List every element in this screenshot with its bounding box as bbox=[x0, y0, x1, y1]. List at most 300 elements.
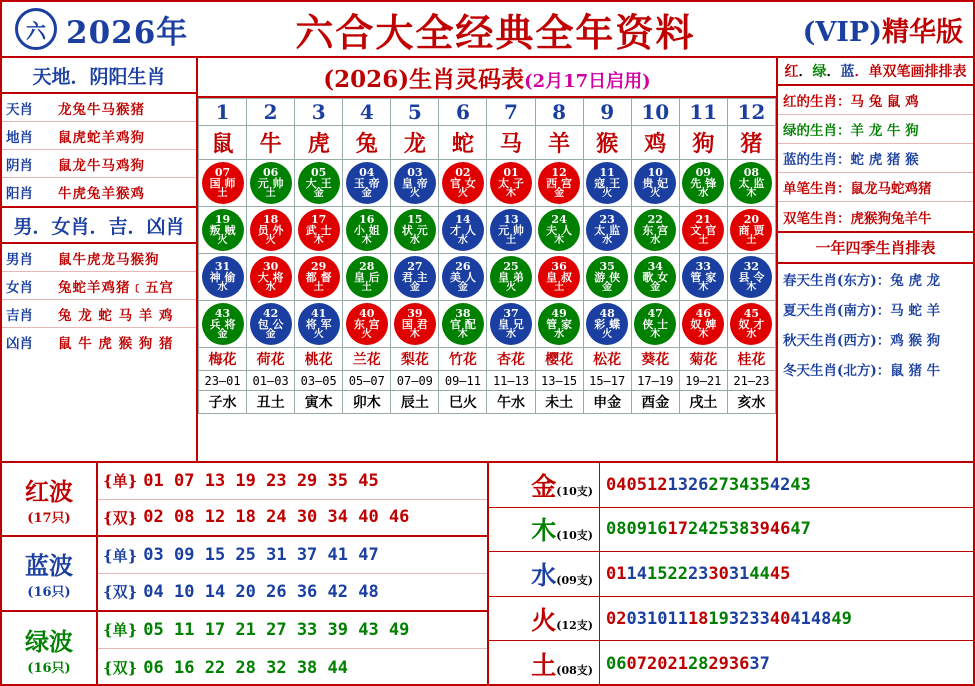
row-value: 蛇 虎 猪 猴 bbox=[850, 152, 919, 168]
ball-cell bbox=[295, 301, 343, 348]
table-cell: 梅花 bbox=[199, 348, 247, 371]
ball-number: 24 bbox=[551, 213, 567, 226]
ball-word: 叛 贼 bbox=[209, 224, 236, 237]
row-label: 天肖 bbox=[6, 101, 33, 118]
color-stroke-row bbox=[778, 115, 973, 144]
lucky-ball[interactable] bbox=[250, 256, 292, 298]
ball-word: 皇 叔 bbox=[546, 271, 572, 284]
element-label: 金 bbox=[531, 471, 557, 501]
lucky-ball[interactable] bbox=[490, 209, 532, 251]
ball-number: 31 bbox=[214, 260, 231, 273]
table-cell: 葵花 bbox=[631, 348, 679, 371]
element-number: 41 bbox=[790, 608, 811, 629]
ball-number: 47 bbox=[647, 307, 663, 320]
wave-parity-tag: {单} bbox=[103, 621, 138, 640]
color-stroke-row bbox=[778, 173, 973, 202]
element-number: 45 bbox=[769, 563, 791, 584]
table-cell: 鼠 bbox=[199, 126, 247, 160]
season-value: 马 蛇 羊 bbox=[890, 303, 941, 319]
gender-luck-row bbox=[2, 300, 196, 328]
lucky-ball[interactable] bbox=[394, 303, 436, 345]
element-number: 38 bbox=[728, 519, 750, 540]
row-label: 阳肖 bbox=[6, 186, 33, 202]
element-number: 10 bbox=[646, 608, 668, 629]
ball-word: 管 家 bbox=[690, 271, 717, 284]
lucky-ball[interactable] bbox=[250, 162, 292, 204]
ball-word: 包 公 bbox=[257, 318, 284, 331]
element-number: 14 bbox=[626, 563, 647, 584]
ball-cell bbox=[535, 160, 583, 207]
table-cell: 桂花 bbox=[727, 348, 775, 371]
table-cell: 6 bbox=[439, 99, 487, 126]
wave-line bbox=[98, 500, 487, 536]
ball-element: 木 bbox=[698, 329, 709, 340]
table-cell: 虎 bbox=[295, 126, 343, 160]
ball-word: 元 帅 bbox=[257, 177, 284, 190]
element-number: 25 bbox=[708, 519, 729, 540]
lucky-ball[interactable] bbox=[298, 303, 340, 345]
ball-row bbox=[199, 301, 776, 348]
ball-element: 木 bbox=[554, 235, 565, 246]
ball-number: 27 bbox=[407, 260, 423, 273]
lucky-ball[interactable] bbox=[730, 209, 772, 251]
lucky-ball[interactable] bbox=[634, 209, 676, 251]
lucky-ball[interactable] bbox=[490, 303, 532, 345]
ball-word: 小 姐 bbox=[353, 224, 380, 237]
ball-element: 金 bbox=[409, 282, 420, 293]
ball-element: 金 bbox=[650, 282, 661, 293]
ball-element: 土 bbox=[217, 188, 228, 199]
element-number: 49 bbox=[831, 608, 852, 629]
row-value: 马 兔 鼠 鸡 bbox=[850, 94, 919, 110]
season-label: 冬天生肖(北方)： bbox=[783, 363, 891, 379]
ball-number: 17 bbox=[311, 213, 327, 226]
ball-word: 奴 婢 bbox=[690, 318, 717, 331]
lucky-ball[interactable] bbox=[586, 209, 628, 251]
element-numbers bbox=[599, 508, 973, 552]
wave-parity-tag: {双} bbox=[103, 583, 138, 602]
lucky-ball[interactable] bbox=[442, 256, 484, 298]
zodiac-code-title-date: (2月17日启用) bbox=[524, 71, 651, 92]
lucky-ball[interactable] bbox=[730, 162, 772, 204]
row-value: 鼠龙牛马鸡狗 bbox=[58, 157, 145, 174]
element-number: 23 bbox=[687, 563, 709, 584]
season-value: 鸡 猴 狗 bbox=[890, 333, 941, 349]
table-cell: 荷花 bbox=[247, 348, 295, 371]
table-cell: 猴 bbox=[583, 126, 631, 160]
element-table bbox=[489, 463, 973, 684]
lucky-ball[interactable] bbox=[586, 303, 628, 345]
brand-logo bbox=[8, 6, 64, 52]
wave-line bbox=[98, 574, 487, 610]
element-label: 火 bbox=[531, 605, 557, 635]
row-label: 绿的生肖： bbox=[783, 123, 851, 139]
table-cell: 03–05 bbox=[295, 371, 343, 391]
lucky-ball[interactable] bbox=[682, 162, 724, 204]
ball-cell bbox=[583, 301, 631, 348]
row-value: 虎猴狗兔羊牛 bbox=[850, 210, 932, 227]
row-label: 吉肖 bbox=[6, 307, 33, 324]
ball-word: 皇 后 bbox=[353, 271, 380, 284]
ball-word: 君 主 bbox=[401, 271, 428, 284]
ball-number: 29 bbox=[311, 260, 327, 273]
ball-element: 土 bbox=[554, 282, 565, 293]
table-cell: 龙 bbox=[391, 126, 439, 160]
element-number: 21 bbox=[667, 653, 688, 674]
element-numbers bbox=[599, 463, 973, 507]
ball-word: 寇 王 bbox=[594, 177, 621, 190]
ball-cell bbox=[199, 301, 247, 348]
table-cell: 鸡 bbox=[631, 126, 679, 160]
element-number: 46 bbox=[769, 519, 791, 540]
lucky-ball[interactable] bbox=[346, 303, 388, 345]
heaven-earth-row bbox=[2, 94, 196, 122]
ball-element: 金 bbox=[217, 329, 228, 340]
lucky-ball[interactable] bbox=[682, 303, 724, 345]
ball-word: 国 师 bbox=[209, 177, 236, 190]
ball-cell bbox=[487, 254, 535, 301]
wave-numbers: 03 09 15 25 31 37 41 47 bbox=[143, 545, 379, 566]
season-row bbox=[778, 324, 973, 354]
table-cell: 酉金 bbox=[631, 391, 679, 414]
element-number: 34 bbox=[728, 474, 750, 495]
row-value: 兔 龙 蛇 马 羊 鸡 bbox=[58, 307, 174, 324]
lucky-ball[interactable] bbox=[250, 303, 292, 345]
ball-element: 土 bbox=[265, 188, 276, 199]
ball-cell bbox=[631, 160, 679, 207]
year-label: 2026年 bbox=[66, 14, 189, 51]
ball-word: 先 锋 bbox=[690, 177, 717, 190]
element-count: (12支) bbox=[556, 618, 593, 632]
ball-word: 皇 帝 bbox=[401, 177, 428, 190]
ball-word: 西 宫 bbox=[546, 177, 572, 190]
zodiac-code-title bbox=[198, 58, 776, 98]
element-number: 15 bbox=[646, 563, 668, 584]
table-cell: 4 bbox=[343, 99, 391, 126]
ball-element: 火 bbox=[265, 235, 276, 246]
ball-element: 木 bbox=[746, 282, 757, 293]
ball-number: 03 bbox=[407, 166, 423, 179]
gender-luck-row bbox=[2, 272, 196, 300]
ball-element: 木 bbox=[746, 188, 757, 199]
table-cell: 7 bbox=[487, 99, 535, 126]
element-number: 17 bbox=[667, 519, 688, 540]
season-label: 夏天生肖(南方)： bbox=[783, 303, 891, 319]
wave-lines bbox=[98, 537, 487, 609]
ball-number: 21 bbox=[695, 213, 711, 226]
row-value: 龙兔牛马猴猪 bbox=[58, 101, 145, 118]
lucky-ball[interactable] bbox=[634, 303, 676, 345]
element-numbers bbox=[599, 597, 973, 641]
ball-element: 土 bbox=[313, 282, 324, 293]
element-number: 48 bbox=[810, 608, 832, 629]
wave-line bbox=[98, 649, 487, 686]
ball-word: 才 人 bbox=[450, 224, 476, 237]
wave-label: 红波 bbox=[25, 477, 73, 507]
ball-cell bbox=[487, 301, 535, 348]
ball-element: 土 bbox=[698, 235, 709, 246]
ball-element: 金 bbox=[602, 282, 613, 293]
lucky-ball[interactable] bbox=[586, 162, 628, 204]
wave-numbers: 01 07 13 19 23 29 35 45 bbox=[143, 470, 379, 491]
wave-lines bbox=[98, 463, 487, 535]
ball-element: 火 bbox=[361, 329, 372, 340]
ball-element: 火 bbox=[313, 329, 324, 340]
table-cell: 15–17 bbox=[583, 371, 631, 391]
ball-word: 太 监 bbox=[594, 224, 621, 237]
lucky-ball[interactable] bbox=[346, 162, 388, 204]
table-cell: 2 bbox=[247, 99, 295, 126]
wave-name bbox=[2, 537, 98, 609]
element-row bbox=[489, 508, 973, 553]
element-number: 16 bbox=[646, 519, 668, 540]
lucky-ball[interactable] bbox=[202, 303, 244, 345]
table-cell: 梨花 bbox=[391, 348, 439, 371]
ball-cell bbox=[247, 254, 295, 301]
ball-number: 33 bbox=[695, 260, 711, 273]
ball-cell bbox=[631, 254, 679, 301]
lucky-ball[interactable] bbox=[442, 209, 484, 251]
color-stroke-row bbox=[778, 144, 973, 173]
ball-element: 金 bbox=[457, 282, 468, 293]
ball-word: 太 监 bbox=[738, 177, 765, 190]
lucky-ball[interactable] bbox=[298, 256, 340, 298]
ball-cell bbox=[439, 207, 487, 254]
row-label: 阴肖 bbox=[6, 157, 33, 174]
ball-word: 夫 人 bbox=[546, 224, 572, 237]
table-cell: 09–11 bbox=[439, 371, 487, 391]
element-row bbox=[489, 552, 973, 597]
table-cell: 辰土 bbox=[391, 391, 439, 414]
ball-number: 26 bbox=[455, 260, 471, 273]
table-cell: 21–23 bbox=[727, 371, 775, 391]
lucky-ball[interactable] bbox=[538, 209, 580, 251]
element-number: 19 bbox=[708, 608, 729, 629]
element-number: 27 bbox=[708, 474, 729, 495]
element-name bbox=[489, 467, 599, 503]
ball-word: 大 将 bbox=[257, 271, 284, 284]
lucky-ball[interactable] bbox=[346, 256, 388, 298]
ball-cell bbox=[295, 207, 343, 254]
element-row bbox=[489, 463, 973, 508]
season-row bbox=[778, 294, 973, 324]
ball-word: 员 外 bbox=[257, 224, 284, 237]
ball-row bbox=[199, 254, 776, 301]
lucky-ball[interactable] bbox=[298, 209, 340, 251]
color-stroke-row bbox=[778, 86, 973, 115]
lucky-ball[interactable] bbox=[538, 162, 580, 204]
lucky-ball[interactable] bbox=[442, 303, 484, 345]
element-name bbox=[489, 601, 599, 637]
ball-cell bbox=[679, 301, 727, 348]
ball-number: 22 bbox=[647, 213, 663, 226]
ball-word: 状 元 bbox=[401, 224, 428, 237]
season-title: 一年四季生肖排表 bbox=[778, 231, 973, 264]
element-number: 22 bbox=[667, 563, 688, 584]
element-number: 32 bbox=[728, 608, 750, 629]
ball-cell bbox=[439, 301, 487, 348]
ball-number: 10 bbox=[647, 166, 663, 179]
ball-cell bbox=[631, 301, 679, 348]
lucky-ball[interactable] bbox=[346, 209, 388, 251]
lucky-ball[interactable] bbox=[538, 256, 580, 298]
vip-badge bbox=[803, 10, 963, 49]
table-cell: 马 bbox=[487, 126, 535, 160]
lucky-ball[interactable] bbox=[538, 303, 580, 345]
lucky-ball[interactable] bbox=[634, 256, 676, 298]
element-count: (09支) bbox=[556, 573, 593, 587]
ball-element: 水 bbox=[409, 235, 420, 246]
lucky-ball[interactable] bbox=[394, 162, 436, 204]
row-label: 男肖 bbox=[6, 251, 33, 268]
left-panel bbox=[2, 58, 198, 461]
lucky-ball[interactable] bbox=[394, 209, 436, 251]
ball-cell bbox=[247, 301, 295, 348]
heaven-earth-row bbox=[2, 122, 196, 150]
row-label: 红的生肖： bbox=[783, 94, 851, 110]
table-cell: 5 bbox=[391, 99, 439, 126]
ball-word: 将 军 bbox=[305, 318, 332, 331]
ball-element: 木 bbox=[650, 329, 661, 340]
element-number: 03 bbox=[626, 608, 647, 629]
table-cell: 午水 bbox=[487, 391, 535, 414]
color-stroke-row bbox=[778, 202, 973, 231]
ball-word: 游 侠 bbox=[594, 271, 621, 284]
table-cell: 卯木 bbox=[343, 391, 391, 414]
lucky-ball[interactable] bbox=[730, 256, 772, 298]
table-cell: 樱花 bbox=[535, 348, 583, 371]
table-cell: 巳火 bbox=[439, 391, 487, 414]
ball-number: 09 bbox=[695, 166, 711, 179]
ball-element: 木 bbox=[313, 235, 324, 246]
lucky-ball[interactable] bbox=[490, 256, 532, 298]
row-label: 蓝的生肖： bbox=[783, 152, 851, 168]
ball-number: 46 bbox=[695, 307, 711, 320]
element-number: 20 bbox=[646, 653, 668, 674]
ball-number: 32 bbox=[743, 260, 760, 273]
element-name bbox=[489, 511, 599, 547]
ball-word: 文 官 bbox=[690, 224, 717, 237]
wave-count: (16只) bbox=[27, 660, 71, 676]
element-number: 37 bbox=[749, 653, 770, 674]
element-number: 29 bbox=[708, 653, 729, 674]
lucky-ball[interactable] bbox=[586, 256, 628, 298]
lucky-ball[interactable] bbox=[634, 162, 676, 204]
lucky-ball[interactable] bbox=[298, 162, 340, 204]
wave-numbers: 06 16 22 28 32 38 44 bbox=[143, 657, 348, 678]
element-label: 土 bbox=[531, 650, 557, 680]
ball-number: 15 bbox=[407, 213, 423, 226]
ball-cell bbox=[535, 301, 583, 348]
ball-number: 37 bbox=[503, 307, 519, 320]
ball-word: 都 督 bbox=[305, 271, 332, 284]
ball-word: 贵 妃 bbox=[642, 177, 669, 190]
element-numbers bbox=[599, 552, 973, 596]
ball-word: 兵 将 bbox=[209, 318, 236, 331]
zodiac-header-row bbox=[199, 126, 776, 160]
table-cell: 牛 bbox=[247, 126, 295, 160]
vip-tag: (VIP) bbox=[802, 16, 882, 48]
left-section-title-1: 天地．阴阳生肖 bbox=[2, 58, 196, 94]
color-stroke-title: 红．绿．蓝．单双笔画排排表 bbox=[778, 58, 973, 86]
logo-circle-icon: 六 bbox=[15, 8, 57, 50]
ball-cell bbox=[583, 254, 631, 301]
table-cell: 11 bbox=[679, 99, 727, 126]
wave-label: 蓝波 bbox=[25, 551, 73, 581]
heaven-earth-row bbox=[2, 178, 196, 206]
table-cell: 23–01 bbox=[199, 371, 247, 391]
ball-cell bbox=[343, 254, 391, 301]
ball-number: 13 bbox=[503, 213, 519, 226]
page-header bbox=[2, 2, 973, 58]
heaven-earth-row bbox=[2, 150, 196, 178]
stems-row bbox=[199, 391, 776, 414]
ball-element: 水 bbox=[698, 188, 709, 199]
element-number: 40 bbox=[769, 608, 791, 629]
table-cell: 兔 bbox=[343, 126, 391, 160]
ball-word: 元 帅 bbox=[498, 224, 524, 237]
bottom-row bbox=[2, 461, 973, 684]
lucky-ball[interactable] bbox=[682, 209, 724, 251]
lucky-ball[interactable] bbox=[202, 162, 244, 204]
ball-number: 08 bbox=[743, 166, 760, 179]
lucky-ball[interactable] bbox=[490, 162, 532, 204]
ball-cell bbox=[391, 254, 439, 301]
row-value: 鼠 牛 虎 猴 狗 猪 bbox=[58, 336, 174, 352]
wave-parity-tag: {双} bbox=[103, 659, 138, 678]
body-row bbox=[2, 58, 973, 461]
ball-number: 34 bbox=[647, 260, 663, 273]
ball-cell bbox=[391, 301, 439, 348]
ball-number: 02 bbox=[455, 166, 471, 179]
ball-cell bbox=[679, 160, 727, 207]
ball-row bbox=[199, 160, 776, 207]
wave-count: (17只) bbox=[27, 511, 71, 527]
ball-element: 木 bbox=[361, 235, 372, 246]
element-number: 44 bbox=[749, 563, 770, 584]
lucky-ball[interactable] bbox=[730, 303, 772, 345]
ball-word: 管 家 bbox=[546, 318, 572, 331]
right-panel bbox=[778, 58, 973, 461]
lucky-ball[interactable] bbox=[250, 209, 292, 251]
ball-number: 35 bbox=[599, 260, 615, 273]
ball-cell bbox=[199, 207, 247, 254]
gender-luck-list bbox=[2, 244, 196, 356]
table-cell: 申金 bbox=[583, 391, 631, 414]
lucky-ball[interactable] bbox=[442, 162, 484, 204]
ball-element: 火 bbox=[506, 282, 516, 293]
lucky-ball[interactable] bbox=[394, 256, 436, 298]
season-row bbox=[778, 354, 973, 384]
element-number: 02 bbox=[606, 608, 627, 629]
lucky-ball[interactable] bbox=[682, 256, 724, 298]
ball-word: 侠 士 bbox=[642, 318, 669, 331]
wave-parity-tag: {单} bbox=[103, 472, 138, 491]
element-number: 18 bbox=[687, 608, 709, 629]
ball-word: 美 人 bbox=[450, 271, 476, 284]
ball-number: 01 bbox=[503, 166, 519, 179]
lucky-ball[interactable] bbox=[202, 209, 244, 251]
ball-cell bbox=[391, 160, 439, 207]
ball-cell bbox=[295, 160, 343, 207]
element-number: 05 bbox=[626, 474, 647, 495]
element-name bbox=[489, 646, 599, 682]
ball-element: 木 bbox=[506, 188, 516, 199]
wave-line bbox=[98, 612, 487, 650]
season-label: 秋天生肖(西方)： bbox=[783, 333, 891, 349]
lucky-ball[interactable] bbox=[202, 256, 244, 298]
row-label: 女肖 bbox=[6, 279, 33, 296]
